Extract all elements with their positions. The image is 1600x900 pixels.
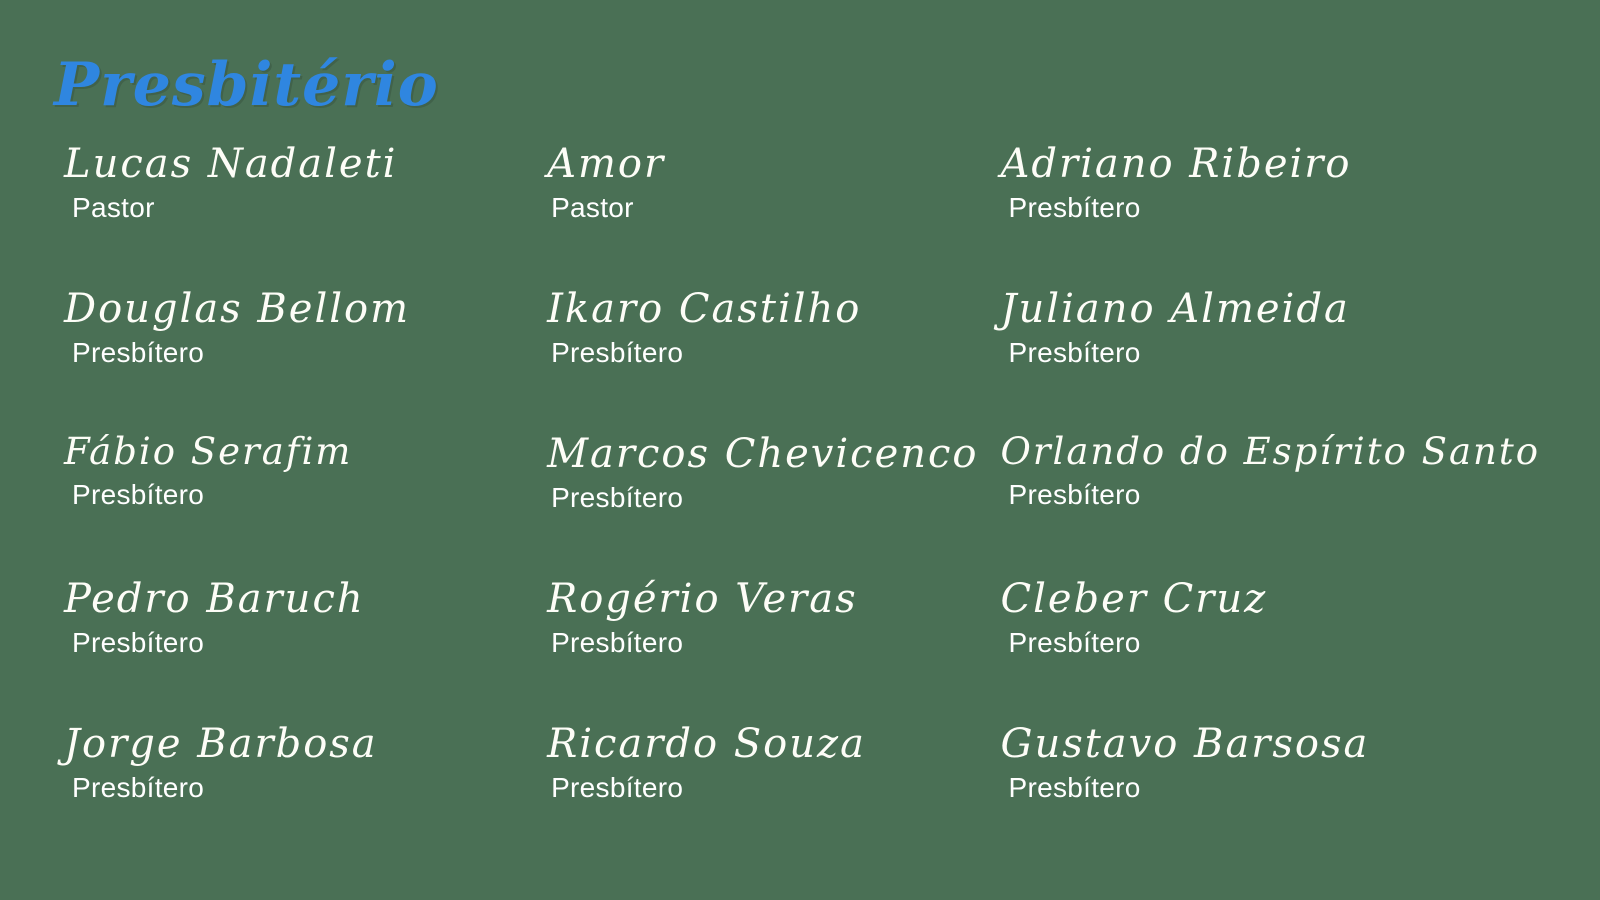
- member-card: [988, 142, 1540, 287]
- member-card: [50, 432, 509, 577]
- member-card: [519, 432, 978, 577]
- member-role: Presbítero: [72, 772, 205, 803]
- member-name: Jorge Barbosa: [64, 721, 378, 767]
- member-card: [988, 722, 1540, 867]
- member-name: Gustavo Barsosa: [1000, 721, 1370, 767]
- member-card: [988, 432, 1540, 577]
- member-name: Marcos Chevicenco: [547, 431, 979, 477]
- member-role: Presbítero: [1008, 337, 1141, 368]
- member-card: [519, 722, 978, 867]
- member-name: Douglas Bellom: [64, 286, 411, 332]
- member-role: Pastor: [72, 192, 155, 223]
- member-role: Presbítero: [72, 478, 205, 510]
- member-name: Pedro Baruch: [64, 576, 365, 622]
- member-name: Lucas Nadaleti: [64, 141, 398, 187]
- member-name: Fábio Serafim: [64, 430, 353, 473]
- member-card: [988, 577, 1540, 722]
- member-card: [50, 577, 509, 722]
- member-role: Presbítero: [72, 337, 205, 368]
- member-card: [988, 287, 1540, 432]
- member-card: [50, 142, 509, 287]
- page-title: Presbitério: [54, 50, 439, 120]
- member-role: Presbítero: [551, 627, 684, 658]
- member-card: [519, 287, 978, 432]
- member-role: Presbítero: [1008, 772, 1141, 803]
- member-role: Presbítero: [1008, 627, 1141, 658]
- member-name: Rogério Veras: [547, 576, 858, 622]
- member-role: Presbítero: [551, 772, 684, 803]
- member-role: Presbítero: [1008, 478, 1141, 510]
- member-card: [50, 287, 509, 432]
- member-name: Amor: [547, 141, 666, 187]
- member-card: [50, 722, 509, 867]
- member-role: Presbítero: [551, 482, 684, 513]
- member-role: Pastor: [551, 192, 634, 223]
- member-name: Adriano Ribeiro: [1000, 141, 1352, 187]
- member-role: Presbítero: [72, 627, 205, 658]
- member-name: Orlando do Espírito Santo: [1000, 430, 1540, 473]
- member-role: Presbítero: [1008, 192, 1141, 223]
- member-name: Cleber Cruz: [1000, 576, 1268, 622]
- member-name: Juliano Almeida: [1000, 286, 1350, 332]
- member-card: [519, 577, 978, 722]
- member-grid: [50, 142, 1540, 867]
- member-name: Ricardo Souza: [547, 721, 866, 767]
- member-card: [519, 142, 978, 287]
- member-role: Presbítero: [551, 337, 684, 368]
- member-name: Ikaro Castilho: [547, 286, 862, 332]
